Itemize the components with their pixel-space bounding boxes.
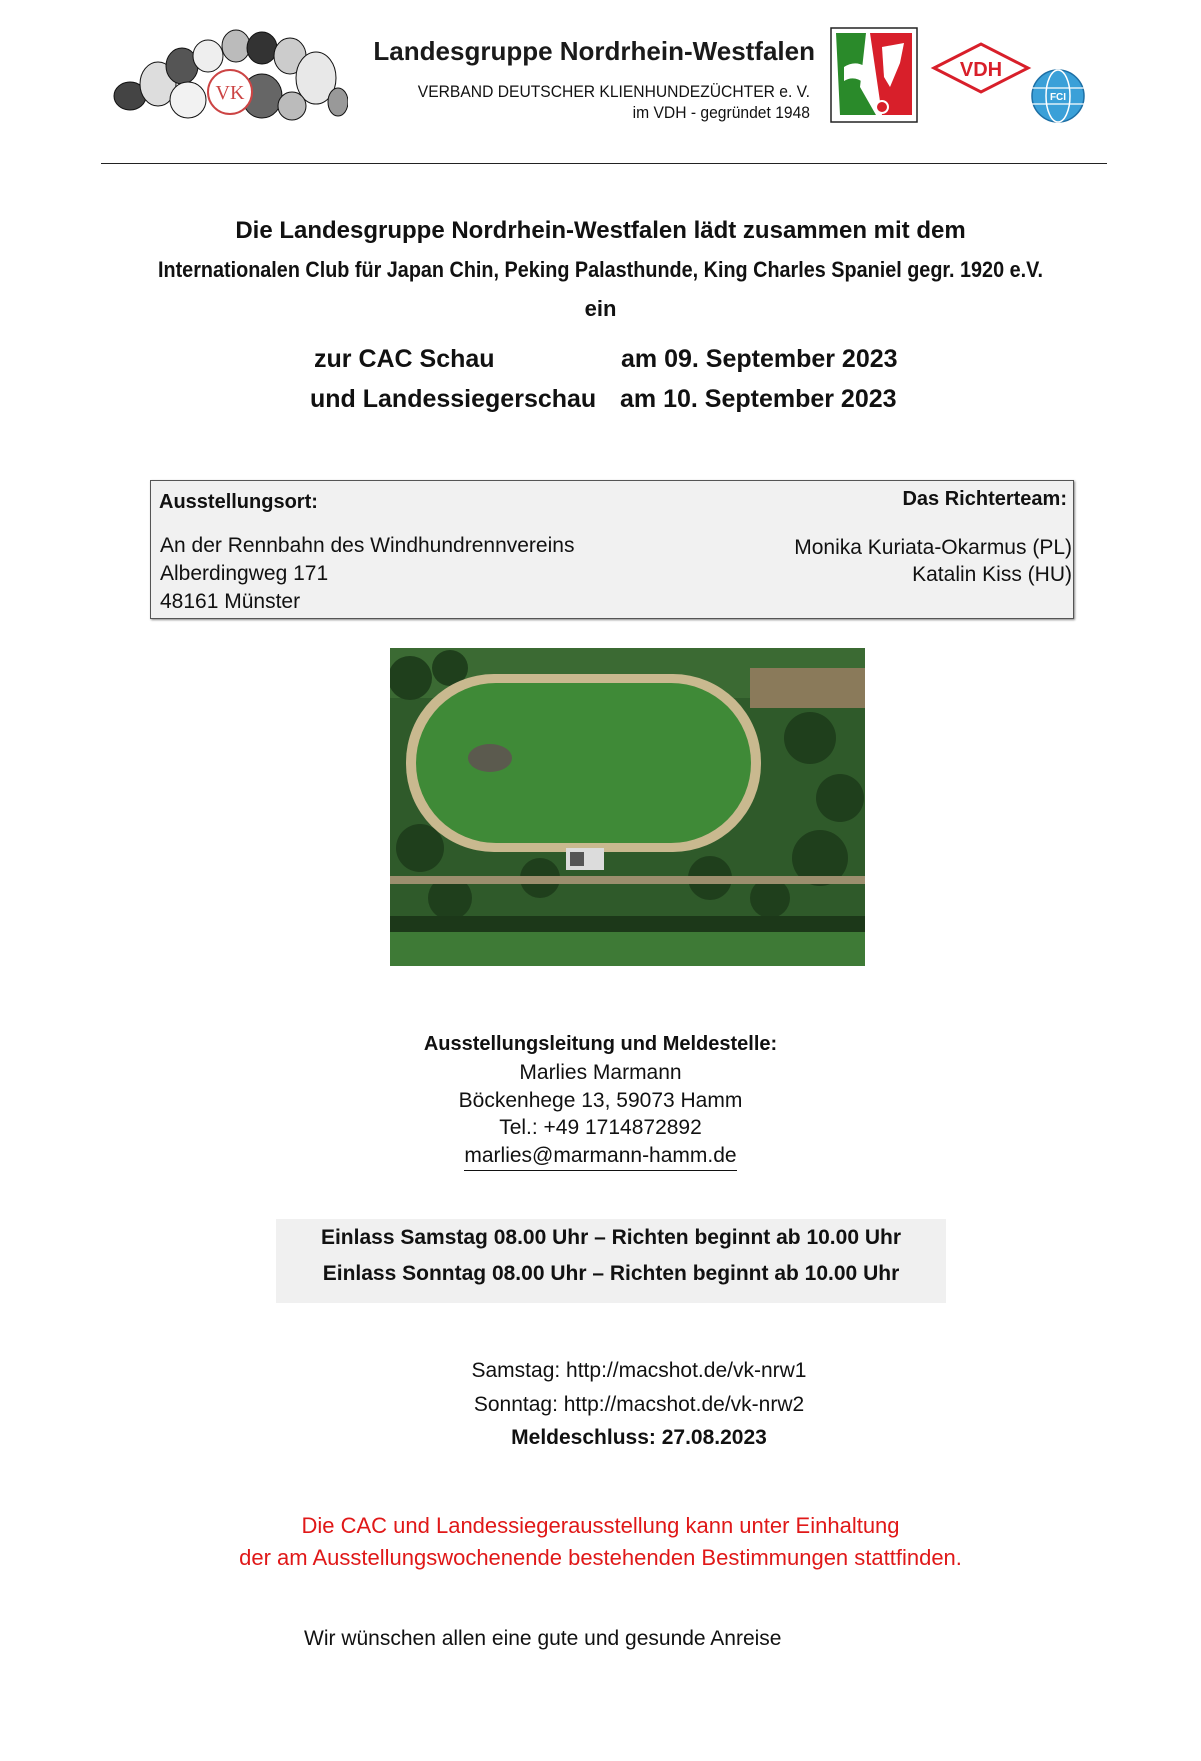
header-divider xyxy=(101,163,1107,164)
venue-line: 48161 Münster xyxy=(160,590,301,613)
svg-text:FCI: FCI xyxy=(1049,92,1067,103)
event-name-cac: zur CAC Schau xyxy=(314,345,495,373)
venue-line: An der Rennbahn des Windhundrennvereins xyxy=(160,534,575,557)
registration-deadline: Meldeschluss: 27.08.2023 xyxy=(511,1426,767,1449)
contact-name: Marlies Marmann xyxy=(519,1061,682,1084)
closing-wish: Wir wünschen allen eine gute und gesunde Anreise xyxy=(304,1627,782,1650)
nrw-coat-of-arms-logo xyxy=(830,27,918,123)
organization-subtitle: VERBAND DEUTSCHER KLIENHUNDEZÜCHTER e. V. xyxy=(417,82,810,101)
sunday-link[interactable]: Sonntag: http://macshot.de/vk-nrw2 xyxy=(473,1393,805,1416)
saturday-link[interactable]: Samstag: http://macshot.de/vk-nrw1 xyxy=(471,1359,807,1382)
venue-aerial-photo xyxy=(390,648,865,966)
contact-email-link[interactable]: marlies@marmann-hamm.de xyxy=(464,1144,736,1171)
organization-title: Landesgruppe Nordrhein-Westfalen xyxy=(373,36,815,66)
invitation-line-3: ein xyxy=(584,296,617,321)
contact-address: Böckenhege 13, 59073 Hamm xyxy=(458,1089,743,1112)
judges-label: Das Richterteam: xyxy=(902,488,1067,510)
dog-group-logo xyxy=(112,26,348,122)
venue-label: Ausstellungsort: xyxy=(159,491,318,513)
schedule-sunday: Einlass Sonntag 08.00 Uhr – Richten beginnt ab 10.00 Uhr xyxy=(322,1262,900,1285)
contact-label: Ausstellungsleitung und Meldestelle: xyxy=(423,1033,778,1055)
invitation-line-1: Die Landesgruppe Nordrhein-Westfalen lädt zusammen mit dem xyxy=(235,217,966,244)
venue-line: Alberdingweg 171 xyxy=(160,562,329,585)
event-date-cac: am 09. September 2023 xyxy=(621,345,898,373)
svg-text:VK: VK xyxy=(215,82,245,104)
svg-text:VDH: VDH xyxy=(959,59,1003,81)
contact-phone: Tel.: +49 1714872892 xyxy=(499,1116,702,1139)
organization-founded: im VDH - gegründet 1948 xyxy=(632,103,810,122)
notice-line-1: Die CAC und Landessiegerausstellung kann unter Einhaltung xyxy=(301,1513,900,1538)
judge-name: Katalin Kiss (HU) xyxy=(912,563,1072,586)
notice-line-2: der am Ausstellungswochenende bestehenden Bestimmungen stattfinden. xyxy=(239,1545,962,1570)
event-date-landessieger: am 10. September 2023 xyxy=(620,385,897,413)
schedule-saturday: Einlass Samstag 08.00 Uhr – Richten beginnt ab 10.00 Uhr xyxy=(320,1226,902,1249)
contact-email-row xyxy=(0,1144,1201,1171)
vdh-logo xyxy=(930,40,1032,96)
invitation-line-2: Internationalen Club für Japan Chin, Peking Palasthunde, King Charles Spaniel gegr. 1920 e.V. xyxy=(157,257,1043,282)
fci-globe-logo xyxy=(1030,68,1086,124)
event-name-landessieger: und Landessiegerschau xyxy=(310,385,597,413)
judge-name: Monika Kuriata-Okarmus (PL) xyxy=(794,536,1072,559)
